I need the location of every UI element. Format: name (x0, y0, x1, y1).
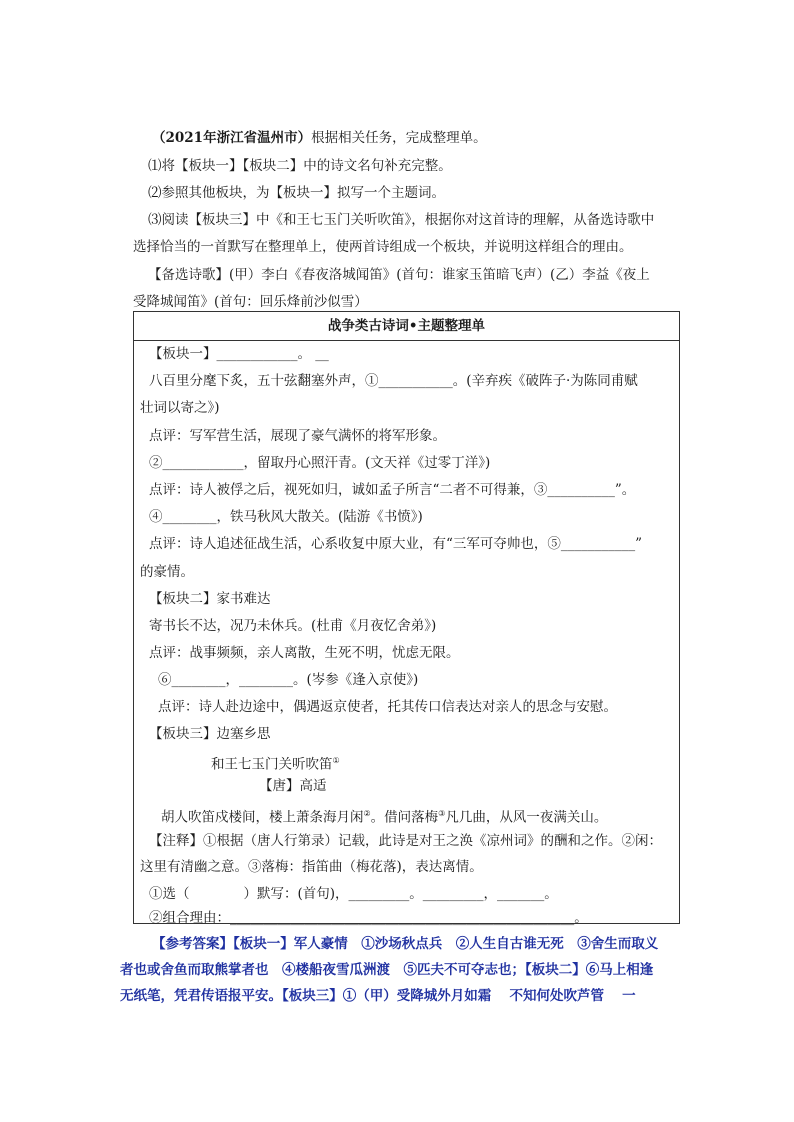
block1-comment2: 点评：诗人被俘之后，视死如归，诚如孟子所言“二者不可得兼，③__________”。 (149, 482, 636, 498)
block2-comment2: 点评：诗人赴边途中，偶遇返京使者，托其传口信表达对亲人的思念与安慰。 (158, 699, 617, 715)
poem-title-note-mark: ① (332, 756, 340, 765)
block1-heading: 【板块一】____________。 __ (149, 346, 329, 362)
notes-line2: 这里有清幽之意。③落梅：指笛曲（梅花落)，表达离情。 (140, 859, 483, 875)
block3-heading: 【板块三】边塞乡思 (149, 726, 271, 742)
worksheet-title: 战争类古诗词•主题整理单 (134, 312, 679, 341)
answer-line1: 【参考答案】【板块一】军人豪情 ①沙场秋点兵 ②人生自古谁无死 ③舍生而取义 (152, 936, 659, 952)
poem-text-part-c: 凡几曲，从风一夜满关山。 (445, 809, 608, 826)
intro-source-line (152, 128, 487, 148)
answer-line3: 无纸笔，凭君传语报平安。【板块三】①（甲）受降城外月如霜 不知何处吹芦管 一 (120, 988, 636, 1004)
poem-text-line (161, 804, 607, 828)
question-1: ⑴将【板块一】【板块二】中的诗文名句补充完整。 (148, 158, 452, 174)
poem-title-line (211, 751, 340, 775)
source-label: （2021年浙江省温州市） (152, 130, 312, 146)
block1-line3: ②____________，留取丹心照汗青。(文天祥《过零丁洋》) (149, 455, 491, 471)
block1-line2: 壮词以寄之》) (140, 400, 220, 416)
block2-line1: 寄书长不达，况乃未休兵。(杜甫《月夜忆舍弟》) (149, 618, 437, 634)
poem-note-mark-2: ② (363, 809, 371, 818)
poem-title: 和王七玉门关听吹笛 (211, 756, 333, 773)
block2-comment1: 点评：战事频频，亲人离散，生死不明，忧虑无限。 (149, 645, 460, 661)
block1-comment3b: 的豪情。 (140, 564, 194, 580)
poem-author: 【唐】高适 (259, 778, 327, 794)
poem-text-part-b: 。借问落梅 (370, 809, 439, 826)
notes-line1: 【注释】①根据（唐人行第录）记载，此诗是对王之涣《凉州词》的酬和之作。②闲： (149, 833, 662, 849)
block1-comment1: 点评：写军营生活，展现了豪气满怀的将军形象。 (149, 428, 446, 444)
poem-text-part-a: 胡人吹笛戍楼间，楼上萧条海月闲 (161, 809, 364, 826)
answer-line2: 者也或舍鱼而取熊掌者也 ④楼船夜雪瓜洲渡 ⑤匹夫不可夺志也；【板块二】⑥马上相逢 (120, 962, 654, 978)
block1-line4: ④________，铁马秋风大散关。(陆游《书愤》) (149, 509, 423, 525)
block1-comment3a: 点评：诗人追述征战生活，心系收复中原大业，有“三军可夺帅也，⑤___________” (149, 536, 643, 552)
fill-in-line1: ①选（ ）默写：(首句)，_________。_________，_______。 (149, 886, 558, 902)
block1-line1: 八百里分麾下炙，五十弦翻塞外声，①___________。(辛弃疾《破阵子·为陈同甫赋 (149, 373, 638, 389)
task-text: 根据相关任务，完成整理单。 (311, 130, 487, 146)
block2-line2: ⑥________，________。(岑参《逢入京使》) (158, 672, 419, 688)
block2-heading: 【板块二】家书难达 (149, 591, 271, 607)
question-3-line1: ⑶阅读【板块三】中《和王七玉门关听吹笛》，根据你对这首诗的理解，从备选诗歌中 (148, 212, 655, 228)
question-2: ⑵参照其他板块，为【板块一】拟写一个主题词。 (148, 185, 445, 201)
options-line2: 受降城闻笛》(首句：回乐烽前沙似雪） (133, 294, 368, 310)
options-line1: 【备选诗歌】(甲）李白《春夜洛城闻笛》(首句：谁家玉笛暗飞声）(乙）李益《夜上 (148, 267, 650, 283)
question-3-line2: 选择恰当的一首默写在整理单上，使两首诗组成一个板块，并说明这样组合的理由。 (133, 239, 633, 255)
poem-note-mark-3: ③ (438, 809, 446, 818)
fill-in-line2: ②组合理由：___________________________________________________。 (149, 910, 588, 926)
